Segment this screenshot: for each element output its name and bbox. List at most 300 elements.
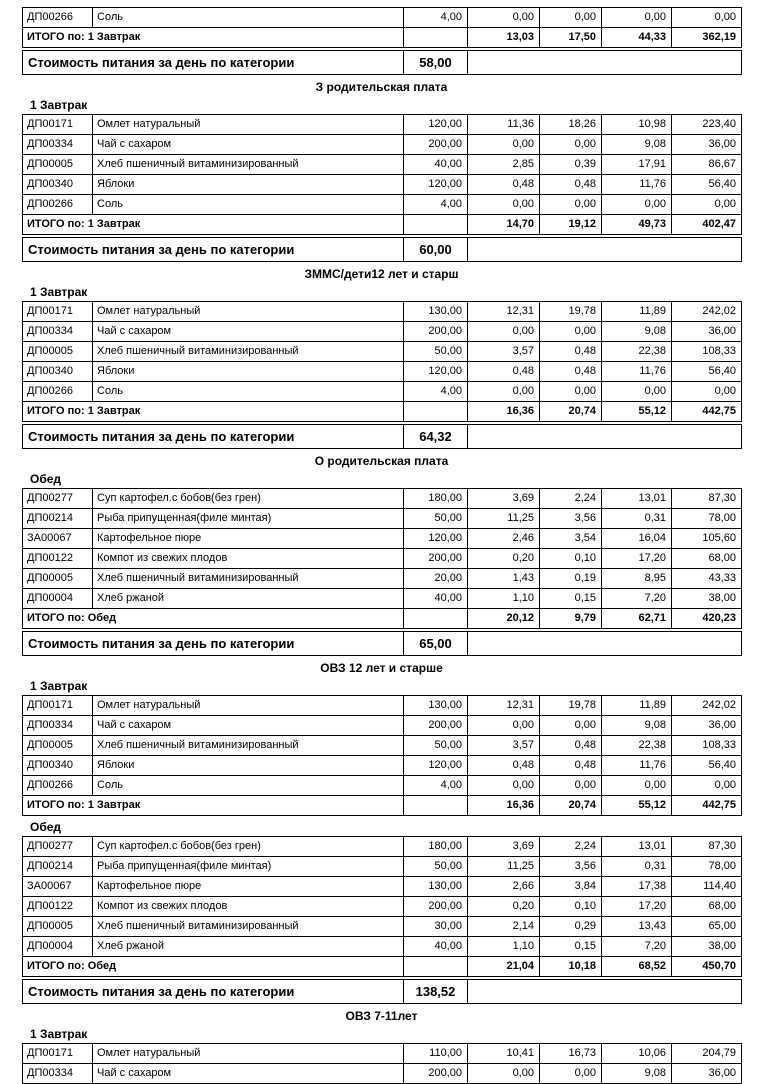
item-row <box>23 756 742 776</box>
item-code: ЗА00067 <box>23 529 93 549</box>
item-qty: 200,00 <box>404 549 468 569</box>
item-code: ДП00004 <box>23 589 93 609</box>
item-row <box>23 857 742 877</box>
day-cost-value: 64,32 <box>404 425 468 449</box>
item-value-1: 11,25 <box>468 857 540 877</box>
item-value-2: 0,19 <box>540 569 602 589</box>
item-qty: 50,00 <box>404 736 468 756</box>
food-items-table <box>22 836 742 977</box>
item-value-1: 2,85 <box>468 155 540 175</box>
item-qty: 120,00 <box>404 362 468 382</box>
total-value: 20,12 <box>468 609 540 629</box>
item-value-1: 0,48 <box>468 756 540 776</box>
day-cost-spacer <box>468 238 742 262</box>
item-value-3: 0,31 <box>602 509 672 529</box>
item-qty: 120,00 <box>404 115 468 135</box>
total-row <box>23 215 742 235</box>
item-value-1: 3,69 <box>468 837 540 857</box>
item-value-2: 19,78 <box>540 696 602 716</box>
item-value-3: 0,31 <box>602 857 672 877</box>
item-qty: 30,00 <box>404 917 468 937</box>
item-row <box>23 382 742 402</box>
item-value-3: 11,89 <box>602 302 672 322</box>
item-qty: 50,00 <box>404 342 468 362</box>
food-items-table <box>22 695 742 816</box>
item-value-3: 8,95 <box>602 569 672 589</box>
item-name: Хлеб пшеничный витаминизированный <box>93 342 404 362</box>
day-cost-value: 65,00 <box>404 632 468 656</box>
item-value-3: 17,20 <box>602 549 672 569</box>
item-value-1: 1,43 <box>468 569 540 589</box>
item-value-4: 108,33 <box>672 342 742 362</box>
item-row <box>23 509 742 529</box>
item-value-2: 18,26 <box>540 115 602 135</box>
food-items-table <box>22 1043 742 1084</box>
item-name: Соль <box>93 382 404 402</box>
item-qty: 130,00 <box>404 302 468 322</box>
total-row <box>23 957 742 977</box>
item-value-2: 0,00 <box>540 195 602 215</box>
day-cost-row <box>22 979 742 1004</box>
total-qty-empty <box>404 796 468 816</box>
item-value-1: 0,20 <box>468 897 540 917</box>
item-value-2: 0,00 <box>540 1064 602 1084</box>
item-name: Суп картофел.с бобов(без грен) <box>93 837 404 857</box>
total-label: ИТОГО по: 1 Завтрак <box>23 796 404 816</box>
item-value-1: 0,00 <box>468 195 540 215</box>
item-value-3: 9,08 <box>602 716 672 736</box>
day-cost-value: 58,00 <box>404 51 468 75</box>
item-row <box>23 837 742 857</box>
item-value-1: 3,57 <box>468 342 540 362</box>
food-items-table <box>22 301 742 422</box>
total-value: 62,71 <box>602 609 672 629</box>
total-label: ИТОГО по: Обед <box>23 609 404 629</box>
item-qty: 200,00 <box>404 716 468 736</box>
meal-heading: 1 Завтрак <box>30 1027 88 1041</box>
total-value: 442,75 <box>672 402 742 422</box>
item-name: Картофельное пюре <box>93 529 404 549</box>
item-row <box>23 529 742 549</box>
item-value-3: 7,20 <box>602 589 672 609</box>
total-row <box>23 609 742 629</box>
total-value: 55,12 <box>602 402 672 422</box>
day-cost-spacer <box>468 632 742 656</box>
total-value: 17,50 <box>540 28 602 48</box>
meal-heading: 1 Завтрак <box>30 679 88 693</box>
food-items-table <box>22 114 742 235</box>
day-cost-row <box>22 50 742 75</box>
item-value-4: 36,00 <box>672 1064 742 1084</box>
food-items-table <box>22 488 742 629</box>
item-row <box>23 195 742 215</box>
item-value-1: 3,57 <box>468 736 540 756</box>
day-cost-label: Стоимость питания за день по категории <box>23 980 404 1004</box>
item-value-3: 0,00 <box>602 195 672 215</box>
total-value: 16,36 <box>468 796 540 816</box>
item-qty: 50,00 <box>404 857 468 877</box>
item-name: Омлет натуральный <box>93 302 404 322</box>
item-value-4: 78,00 <box>672 509 742 529</box>
item-value-1: 11,36 <box>468 115 540 135</box>
item-value-3: 11,76 <box>602 756 672 776</box>
item-name: Яблоки <box>93 175 404 195</box>
item-qty: 120,00 <box>404 175 468 195</box>
item-row <box>23 549 742 569</box>
item-value-1: 12,31 <box>468 302 540 322</box>
item-value-1: 0,48 <box>468 362 540 382</box>
item-row <box>23 877 742 897</box>
meal-heading: Обед <box>30 472 62 486</box>
item-value-1: 2,14 <box>468 917 540 937</box>
item-value-1: 1,10 <box>468 937 540 957</box>
item-name: Яблоки <box>93 362 404 382</box>
item-qty: 40,00 <box>404 155 468 175</box>
item-value-3: 9,08 <box>602 322 672 342</box>
item-value-2: 0,10 <box>540 549 602 569</box>
category-heading: О родительская плата <box>314 454 449 468</box>
item-value-4: 114,40 <box>672 877 742 897</box>
item-value-3: 22,38 <box>602 736 672 756</box>
item-code: ДП00266 <box>23 382 93 402</box>
item-value-4: 0,00 <box>672 382 742 402</box>
item-value-1: 0,00 <box>468 382 540 402</box>
item-value-2: 3,56 <box>540 857 602 877</box>
item-row <box>23 362 742 382</box>
item-value-2: 0,48 <box>540 736 602 756</box>
item-qty: 110,00 <box>404 1044 468 1064</box>
item-value-2: 0,00 <box>540 382 602 402</box>
item-code: ДП00340 <box>23 175 93 195</box>
item-value-1: 2,46 <box>468 529 540 549</box>
total-value: 420,23 <box>672 609 742 629</box>
category-heading: ОВЗ 12 лет и старше <box>320 661 443 675</box>
item-value-4: 105,60 <box>672 529 742 549</box>
item-value-3: 11,76 <box>602 175 672 195</box>
item-value-1: 0,00 <box>468 8 540 28</box>
item-value-2: 2,24 <box>540 489 602 509</box>
item-value-3: 0,00 <box>602 8 672 28</box>
item-value-1: 0,00 <box>468 135 540 155</box>
item-row <box>23 302 742 322</box>
day-cost-row <box>22 631 742 656</box>
item-value-2: 3,56 <box>540 509 602 529</box>
day-cost-value: 138,52 <box>404 980 468 1004</box>
item-row <box>23 776 742 796</box>
item-value-1: 12,31 <box>468 696 540 716</box>
item-value-1: 11,25 <box>468 509 540 529</box>
item-code: ДП00214 <box>23 509 93 529</box>
item-row <box>23 1044 742 1064</box>
item-row <box>23 135 742 155</box>
item-value-1: 10,41 <box>468 1044 540 1064</box>
item-row <box>23 342 742 362</box>
item-name: Картофельное пюре <box>93 877 404 897</box>
item-value-3: 17,20 <box>602 897 672 917</box>
item-value-3: 13,43 <box>602 917 672 937</box>
item-value-2: 0,00 <box>540 8 602 28</box>
total-value: 402,47 <box>672 215 742 235</box>
total-value: 20,74 <box>540 796 602 816</box>
item-qty: 180,00 <box>404 837 468 857</box>
item-value-2: 0,00 <box>540 322 602 342</box>
item-value-3: 13,01 <box>602 837 672 857</box>
total-row <box>23 796 742 816</box>
item-name: Соль <box>93 8 404 28</box>
item-qty: 180,00 <box>404 489 468 509</box>
item-value-4: 38,00 <box>672 589 742 609</box>
item-name: Рыба припущенная(филе минтая) <box>93 509 404 529</box>
item-code: ДП00004 <box>23 937 93 957</box>
item-value-3: 16,04 <box>602 529 672 549</box>
item-code: ДП00171 <box>23 302 93 322</box>
item-row <box>23 8 742 28</box>
total-qty-empty <box>404 215 468 235</box>
item-code: ДП00277 <box>23 837 93 857</box>
item-value-4: 87,30 <box>672 489 742 509</box>
total-label: ИТОГО по: Обед <box>23 957 404 977</box>
item-name: Суп картофел.с бобов(без грен) <box>93 489 404 509</box>
item-qty: 40,00 <box>404 937 468 957</box>
day-cost-value: 60,00 <box>404 238 468 262</box>
total-value: 450,70 <box>672 957 742 977</box>
item-value-2: 0,39 <box>540 155 602 175</box>
item-value-1: 0,00 <box>468 1064 540 1084</box>
item-value-2: 0,48 <box>540 175 602 195</box>
item-value-2: 0,00 <box>540 135 602 155</box>
total-row <box>23 28 742 48</box>
item-value-2: 0,15 <box>540 589 602 609</box>
item-qty: 200,00 <box>404 135 468 155</box>
item-code: ЗА00067 <box>23 877 93 897</box>
total-row <box>23 402 742 422</box>
day-cost-spacer <box>468 425 742 449</box>
item-name: Чай с сахаром <box>93 1064 404 1084</box>
total-value: 14,70 <box>468 215 540 235</box>
meal-heading: 1 Завтрак <box>30 98 88 112</box>
item-value-2: 3,54 <box>540 529 602 549</box>
total-value: 10,18 <box>540 957 602 977</box>
item-name: Чай с сахаром <box>93 322 404 342</box>
item-row <box>23 175 742 195</box>
item-value-2: 0,15 <box>540 937 602 957</box>
item-value-4: 36,00 <box>672 716 742 736</box>
item-value-2: 0,48 <box>540 342 602 362</box>
day-cost-label: Стоимость питания за день по категории <box>23 425 404 449</box>
item-value-1: 0,00 <box>468 716 540 736</box>
item-code: ДП00214 <box>23 857 93 877</box>
item-qty: 4,00 <box>404 382 468 402</box>
item-name: Хлеб пшеничный витаминизированный <box>93 569 404 589</box>
item-qty: 200,00 <box>404 897 468 917</box>
total-value: 20,74 <box>540 402 602 422</box>
item-code: ДП00005 <box>23 155 93 175</box>
item-value-4: 78,00 <box>672 857 742 877</box>
total-value: 362,19 <box>672 28 742 48</box>
item-value-3: 0,00 <box>602 776 672 796</box>
item-name: Рыба припущенная(филе минтая) <box>93 857 404 877</box>
item-row <box>23 696 742 716</box>
item-code: ДП00171 <box>23 115 93 135</box>
item-value-4: 108,33 <box>672 736 742 756</box>
item-value-3: 17,91 <box>602 155 672 175</box>
total-value: 16,36 <box>468 402 540 422</box>
item-qty: 4,00 <box>404 195 468 215</box>
food-items-table <box>22 7 742 48</box>
item-qty: 20,00 <box>404 569 468 589</box>
total-label: ИТОГО по: 1 Завтрак <box>23 28 404 48</box>
item-qty: 40,00 <box>404 589 468 609</box>
item-code: ДП00122 <box>23 549 93 569</box>
item-value-3: 10,06 <box>602 1044 672 1064</box>
item-value-2: 0,10 <box>540 897 602 917</box>
total-qty-empty <box>404 402 468 422</box>
item-qty: 50,00 <box>404 509 468 529</box>
day-cost-row <box>22 424 742 449</box>
total-label: ИТОГО по: 1 Завтрак <box>23 402 404 422</box>
item-value-4: 0,00 <box>672 195 742 215</box>
item-row <box>23 155 742 175</box>
item-value-4: 43,33 <box>672 569 742 589</box>
item-row <box>23 917 742 937</box>
item-qty: 130,00 <box>404 696 468 716</box>
item-value-4: 36,00 <box>672 135 742 155</box>
item-value-4: 0,00 <box>672 776 742 796</box>
total-value: 44,33 <box>602 28 672 48</box>
total-value: 19,12 <box>540 215 602 235</box>
item-value-4: 36,00 <box>672 322 742 342</box>
item-name: Омлет натуральный <box>93 1044 404 1064</box>
item-name: Омлет натуральный <box>93 696 404 716</box>
item-name: Хлеб ржаной <box>93 589 404 609</box>
item-code: ДП00340 <box>23 362 93 382</box>
item-value-4: 0,00 <box>672 8 742 28</box>
total-value: 13,03 <box>468 28 540 48</box>
item-row <box>23 115 742 135</box>
day-cost-label: Стоимость питания за день по категории <box>23 632 404 656</box>
item-code: ДП00266 <box>23 8 93 28</box>
item-code: ДП00171 <box>23 1044 93 1064</box>
item-name: Яблоки <box>93 756 404 776</box>
meal-heading: 1 Завтрак <box>30 285 88 299</box>
item-code: ДП00334 <box>23 135 93 155</box>
item-code: ДП00005 <box>23 342 93 362</box>
item-code: ДП00171 <box>23 696 93 716</box>
item-value-1: 3,69 <box>468 489 540 509</box>
item-value-3: 17,38 <box>602 877 672 897</box>
item-name: Хлеб пшеничный витаминизированный <box>93 736 404 756</box>
item-value-4: 38,00 <box>672 937 742 957</box>
item-qty: 200,00 <box>404 1064 468 1084</box>
item-value-3: 11,89 <box>602 696 672 716</box>
category-heading: ОВЗ 7-11лет <box>345 1009 418 1023</box>
day-cost-spacer <box>468 980 742 1004</box>
item-code: ДП00266 <box>23 195 93 215</box>
item-row <box>23 1064 742 1084</box>
item-row <box>23 489 742 509</box>
item-value-2: 16,73 <box>540 1044 602 1064</box>
total-qty-empty <box>404 957 468 977</box>
day-cost-label: Стоимость питания за день по категории <box>23 238 404 262</box>
item-name: Соль <box>93 195 404 215</box>
item-qty: 4,00 <box>404 8 468 28</box>
item-qty: 4,00 <box>404 776 468 796</box>
item-value-4: 65,00 <box>672 917 742 937</box>
item-value-3: 7,20 <box>602 937 672 957</box>
item-value-3: 13,01 <box>602 489 672 509</box>
item-value-4: 242,02 <box>672 302 742 322</box>
item-row <box>23 322 742 342</box>
item-value-2: 19,78 <box>540 302 602 322</box>
item-row <box>23 897 742 917</box>
item-row <box>23 569 742 589</box>
total-value: 49,73 <box>602 215 672 235</box>
item-value-3: 10,98 <box>602 115 672 135</box>
total-value: 21,04 <box>468 957 540 977</box>
day-cost-spacer <box>468 51 742 75</box>
item-value-4: 86,67 <box>672 155 742 175</box>
total-value: 68,52 <box>602 957 672 977</box>
item-row <box>23 716 742 736</box>
total-qty-empty <box>404 609 468 629</box>
category-heading: З родительская плата <box>315 80 448 94</box>
item-name: Чай с сахаром <box>93 716 404 736</box>
item-value-2: 0,48 <box>540 362 602 382</box>
item-value-3: 9,08 <box>602 1064 672 1084</box>
item-row <box>23 589 742 609</box>
item-value-2: 0,00 <box>540 776 602 796</box>
total-label: ИТОГО по: 1 Завтрак <box>23 215 404 235</box>
item-value-1: 0,00 <box>468 776 540 796</box>
item-qty: 200,00 <box>404 322 468 342</box>
item-row <box>23 937 742 957</box>
item-name: Компот из свежих плодов <box>93 549 404 569</box>
item-value-3: 22,38 <box>602 342 672 362</box>
item-row <box>23 736 742 756</box>
item-value-3: 0,00 <box>602 382 672 402</box>
item-name: Хлеб пшеничный витаминизированный <box>93 155 404 175</box>
item-value-3: 9,08 <box>602 135 672 155</box>
item-name: Хлеб ржаной <box>93 937 404 957</box>
item-qty: 120,00 <box>404 529 468 549</box>
item-value-1: 0,00 <box>468 322 540 342</box>
item-value-2: 0,48 <box>540 756 602 776</box>
item-value-1: 0,20 <box>468 549 540 569</box>
total-value: 55,12 <box>602 796 672 816</box>
day-cost-row <box>22 237 742 262</box>
meal-heading: Обед <box>30 820 62 834</box>
total-value: 442,75 <box>672 796 742 816</box>
item-value-1: 0,48 <box>468 175 540 195</box>
item-code: ДП00334 <box>23 1064 93 1084</box>
item-value-2: 0,29 <box>540 917 602 937</box>
item-code: ДП00334 <box>23 716 93 736</box>
item-value-2: 2,24 <box>540 837 602 857</box>
item-value-1: 1,10 <box>468 589 540 609</box>
total-qty-empty <box>404 28 468 48</box>
item-name: Омлет натуральный <box>93 115 404 135</box>
item-qty: 130,00 <box>404 877 468 897</box>
item-value-4: 56,40 <box>672 362 742 382</box>
item-code: ДП00122 <box>23 897 93 917</box>
item-name: Компот из свежих плодов <box>93 897 404 917</box>
item-value-2: 3,84 <box>540 877 602 897</box>
item-code: ДП00266 <box>23 776 93 796</box>
item-code: ДП00277 <box>23 489 93 509</box>
item-code: ДП00340 <box>23 756 93 776</box>
item-name: Чай с сахаром <box>93 135 404 155</box>
item-code: ДП00005 <box>23 736 93 756</box>
